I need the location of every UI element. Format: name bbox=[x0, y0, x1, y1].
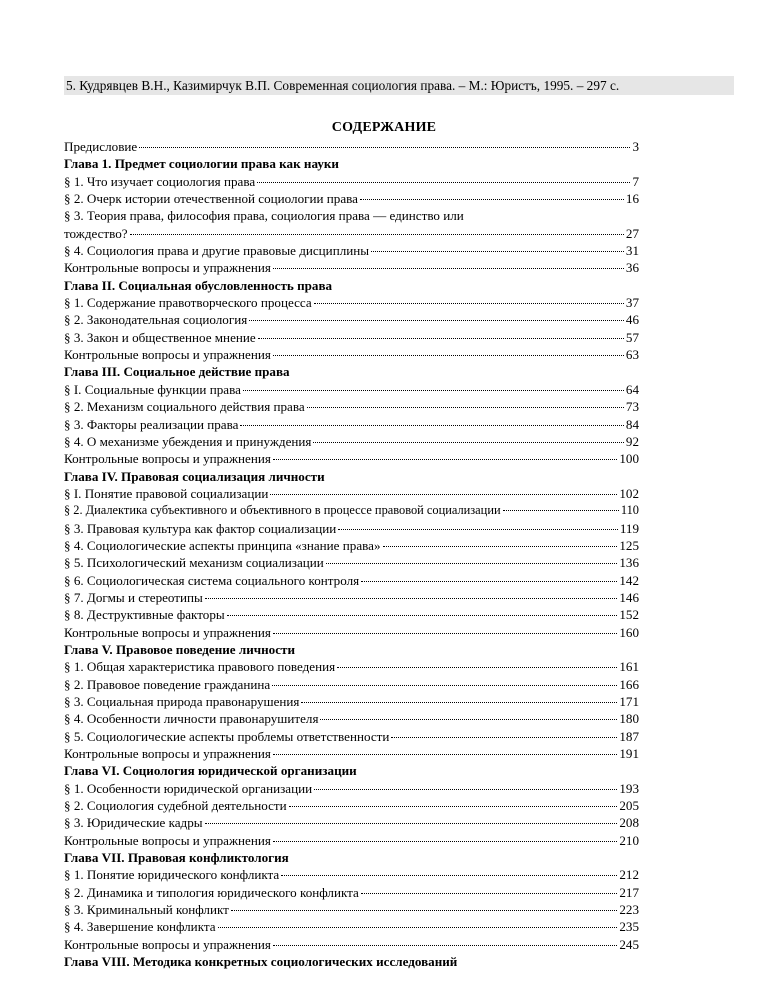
toc-entry-title: § 4. Социология права и другие правовые дисциплины bbox=[64, 243, 370, 259]
toc-entry bbox=[64, 745, 639, 762]
toc-entry bbox=[64, 918, 639, 935]
toc-entry bbox=[64, 259, 639, 276]
dot-leader bbox=[391, 736, 617, 738]
toc-entry-title: § 5. Психологический механизм социализации bbox=[64, 555, 324, 571]
toc-entry bbox=[64, 589, 639, 606]
toc-entry-title: § 1. Содержание правотворческого процесса bbox=[64, 295, 312, 311]
toc-chapter-heading bbox=[64, 641, 639, 658]
dot-leader bbox=[273, 458, 617, 460]
toc-entry-title: § 2. Социология судебной деятельности bbox=[64, 798, 287, 814]
dot-leader bbox=[273, 267, 624, 269]
toc-entry bbox=[64, 225, 639, 242]
dot-leader bbox=[205, 597, 618, 599]
dot-leader bbox=[273, 632, 617, 634]
toc-page-number: 171 bbox=[619, 694, 639, 709]
toc-entry-title: § 4. Социологические аспекты принципа «знание права» bbox=[64, 537, 381, 553]
dot-leader bbox=[231, 909, 617, 911]
toc-entry-title: Глава VI. Социология юридической организации bbox=[64, 763, 357, 779]
toc-entry-title: § 1. Что изучает социология права bbox=[64, 173, 256, 189]
dot-leader bbox=[249, 319, 624, 321]
toc-entry-title: § 3. Социальная природа правонарушения bbox=[64, 694, 300, 709]
toc-page-number: 27 bbox=[625, 225, 639, 241]
toc-entry bbox=[64, 502, 639, 519]
toc-entry-title: Глава VIII. Методика конкретных социологических исследований bbox=[64, 954, 458, 970]
toc-entry-title: § 1. Общая характеристика правового поведения bbox=[64, 659, 336, 675]
toc-entry bbox=[64, 138, 639, 155]
dot-leader bbox=[218, 926, 618, 928]
toc-entry bbox=[64, 311, 639, 328]
toc-entry bbox=[64, 433, 639, 450]
toc-entry-title: § 2. Диалектика субъективного и объективного в процессе правовой социализации bbox=[64, 503, 501, 518]
toc-entry bbox=[64, 381, 639, 398]
toc-entry-title: § 3. Теория права, философия права, социология права — единство или bbox=[64, 208, 464, 224]
dot-leader bbox=[313, 441, 623, 443]
toc-page-number: 84 bbox=[625, 416, 639, 432]
toc-entry-title: § 4. Завершение конфликта bbox=[64, 919, 216, 935]
toc-entry bbox=[64, 537, 639, 554]
toc-entry bbox=[64, 398, 639, 415]
toc-entry bbox=[64, 207, 639, 224]
toc-entry bbox=[64, 780, 639, 797]
dot-leader bbox=[273, 944, 617, 946]
dot-leader bbox=[243, 389, 624, 391]
toc-page-number: 73 bbox=[625, 399, 639, 415]
toc-page-number: 31 bbox=[625, 243, 639, 259]
dot-leader bbox=[139, 146, 630, 148]
toc-entry-title: § 3. Факторы реализации права bbox=[64, 416, 239, 432]
table-of-contents bbox=[64, 138, 639, 971]
toc-page-number: 57 bbox=[625, 329, 639, 345]
toc-chapter-heading bbox=[64, 849, 639, 866]
toc-page-number: 212 bbox=[619, 867, 639, 883]
toc-page-number: 119 bbox=[619, 520, 639, 536]
toc-entry-title: Контрольные вопросы и упражнения bbox=[64, 832, 271, 848]
toc-entry-title: § 2. Динамика и типология юридического конфликта bbox=[64, 884, 359, 900]
toc-entry-title: Глава VII. Правовая конфликтология bbox=[64, 850, 289, 866]
toc-entry-title: Контрольные вопросы и упражнения bbox=[64, 347, 271, 363]
toc-entry bbox=[64, 693, 639, 710]
dot-leader bbox=[273, 753, 617, 755]
dot-leader bbox=[326, 562, 618, 564]
toc-entry-title: § 3. Криминальный конфликт bbox=[64, 902, 229, 918]
toc-page-number: 235 bbox=[619, 919, 639, 935]
dot-leader bbox=[503, 509, 619, 511]
toc-entry bbox=[64, 710, 639, 727]
toc-entry-title: Глава 1. Предмет социологии права как науки bbox=[64, 156, 339, 172]
toc-entry-title: § 3. Правовая культура как фактор социализации bbox=[64, 520, 337, 536]
toc-page-number: 100 bbox=[619, 451, 639, 467]
toc-title: СОДЕРЖАНИЕ bbox=[331, 120, 437, 135]
dot-leader bbox=[205, 822, 618, 824]
toc-chapter-heading bbox=[64, 953, 639, 970]
toc-page-number: 160 bbox=[619, 624, 639, 640]
toc-entry-title: Глава III. Социальное действие права bbox=[64, 364, 290, 380]
dot-leader bbox=[307, 406, 624, 408]
toc-page-number: 136 bbox=[619, 555, 639, 571]
toc-page-number: 205 bbox=[619, 798, 639, 814]
toc-entry bbox=[64, 572, 639, 589]
toc-entry-title: § 7. Догмы и стереотипы bbox=[64, 589, 203, 605]
toc-page-number: 64 bbox=[625, 381, 639, 397]
toc-entry bbox=[64, 606, 639, 623]
toc-entry bbox=[64, 190, 639, 207]
dot-leader bbox=[273, 840, 617, 842]
toc-entry-title: § 2. Очерк истории отечественной социологии права bbox=[64, 191, 358, 207]
toc-chapter-heading bbox=[64, 363, 639, 380]
toc-entry bbox=[64, 554, 639, 571]
toc-entry-title: § I. Социальные функции права bbox=[64, 381, 241, 397]
toc-chapter-heading bbox=[64, 468, 639, 485]
toc-entry-title: Глава IV. Правовая социализация личности bbox=[64, 468, 325, 484]
dot-leader bbox=[240, 424, 623, 426]
toc-page-number: 193 bbox=[619, 780, 639, 796]
toc-entry-title: § 1. Особенности юридической организации bbox=[64, 780, 313, 796]
toc-entry bbox=[64, 728, 639, 745]
toc-page-number: 63 bbox=[625, 347, 639, 363]
toc-page-number: 152 bbox=[619, 607, 639, 623]
dot-leader bbox=[314, 302, 624, 304]
toc-entry-title: Контрольные вопросы и упражнения bbox=[64, 936, 271, 952]
toc-page-number: 180 bbox=[619, 711, 639, 727]
toc-page-number: 217 bbox=[619, 884, 639, 900]
toc-entry-title: § 4. О механизме убеждения и принуждения bbox=[64, 433, 312, 449]
toc-entry bbox=[64, 814, 639, 831]
toc-page-number: 245 bbox=[619, 936, 639, 952]
dot-leader bbox=[130, 233, 624, 235]
dot-leader bbox=[320, 718, 617, 720]
toc-entry bbox=[64, 173, 639, 190]
dot-leader bbox=[301, 701, 617, 703]
toc-page-number: 92 bbox=[625, 433, 639, 449]
toc-entry bbox=[64, 520, 639, 537]
bibliographic-citation: 5. Кудрявцев В.Н., Казимирчук В.П. Современная социология права. – М.: Юристъ, 1995. – 297 с. bbox=[64, 76, 734, 95]
toc-chapter-heading bbox=[64, 277, 639, 294]
toc-entry-title: § 2. Механизм социального действия права bbox=[64, 399, 305, 415]
toc-page-number: 223 bbox=[619, 902, 639, 918]
dot-leader bbox=[270, 493, 617, 495]
toc-page-number: 208 bbox=[619, 815, 639, 831]
toc-page-number: 187 bbox=[619, 728, 639, 744]
toc-entry bbox=[64, 676, 639, 693]
toc-page-number: 37 bbox=[625, 295, 639, 311]
toc-chapter-heading bbox=[64, 762, 639, 779]
toc-entry-title: Предисловие bbox=[64, 139, 138, 154]
dot-leader bbox=[257, 181, 630, 183]
toc-entry-title: Контрольные вопросы и упражнения bbox=[64, 260, 271, 276]
toc-entry bbox=[64, 658, 639, 675]
toc-page-number: 125 bbox=[619, 537, 639, 553]
dot-leader bbox=[371, 250, 624, 252]
toc-entry-title: § 2. Правовое поведение гражданина bbox=[64, 676, 271, 692]
toc-entry-title: Контрольные вопросы и упражнения bbox=[64, 746, 271, 762]
toc-entry-title: Глава V. Правовое поведение личности bbox=[64, 641, 296, 657]
toc-entry-title: тождество? bbox=[64, 225, 128, 241]
toc-entry bbox=[64, 450, 639, 467]
toc-page-number: 110 bbox=[620, 503, 639, 518]
toc-page-number: 142 bbox=[619, 572, 639, 588]
toc-page-number: 102 bbox=[619, 485, 639, 501]
toc-entry bbox=[64, 329, 639, 346]
toc-page-number: 161 bbox=[619, 659, 639, 675]
toc-entry bbox=[64, 416, 639, 433]
toc-entry bbox=[64, 901, 639, 918]
dot-leader bbox=[314, 788, 617, 790]
toc-entry-title: § 3. Закон и общественное мнение bbox=[64, 329, 256, 345]
dot-leader bbox=[258, 337, 624, 339]
dot-leader bbox=[272, 684, 617, 686]
toc-entry bbox=[64, 485, 639, 502]
dot-leader bbox=[227, 614, 618, 616]
dot-leader bbox=[337, 666, 617, 668]
toc-entry bbox=[64, 936, 639, 953]
toc-entry bbox=[64, 624, 639, 641]
toc-entry-title: § 1. Понятие юридического конфликта bbox=[64, 867, 280, 883]
toc-page-number: 16 bbox=[625, 191, 639, 207]
toc-page-number: 146 bbox=[619, 589, 639, 605]
dot-leader bbox=[360, 198, 624, 200]
toc-entry-title: Глава II. Социальная обусловленность права bbox=[64, 277, 333, 293]
toc-entry bbox=[64, 797, 639, 814]
toc-chapter-heading bbox=[64, 155, 639, 172]
toc-page-number: 36 bbox=[625, 260, 639, 276]
dot-leader bbox=[289, 805, 618, 807]
dot-leader bbox=[338, 528, 618, 530]
toc-entry bbox=[64, 242, 639, 259]
toc-page-number: 3 bbox=[632, 139, 639, 154]
toc-entry-title: § 3. Юридические кадры bbox=[64, 815, 203, 831]
toc-entry bbox=[64, 294, 639, 311]
toc-entry-title: Контрольные вопросы и упражнения bbox=[64, 624, 271, 640]
toc-entry bbox=[64, 832, 639, 849]
toc-entry-title: § 5. Социологические аспекты проблемы ответственности bbox=[64, 728, 390, 744]
toc-entry-title: § 2. Законодательная социология bbox=[64, 312, 248, 328]
toc-entry-title: § I. Понятие правовой социализации bbox=[64, 485, 269, 501]
dot-leader bbox=[273, 354, 624, 356]
dot-leader bbox=[361, 580, 617, 582]
toc-entry bbox=[64, 866, 639, 883]
toc-entry-title: § 4. Особенности личности правонарушителя bbox=[64, 711, 319, 727]
toc-page-number: 166 bbox=[619, 676, 639, 692]
dot-leader bbox=[361, 892, 618, 894]
toc-page-number: 210 bbox=[619, 832, 639, 848]
toc-page-number: 46 bbox=[625, 312, 639, 328]
dot-leader bbox=[383, 545, 618, 547]
toc-entry bbox=[64, 884, 639, 901]
toc-page-number: 191 bbox=[619, 746, 639, 762]
toc-page-number: 7 bbox=[632, 173, 639, 189]
toc-entry-title: Контрольные вопросы и упражнения bbox=[64, 451, 271, 467]
dot-leader bbox=[281, 874, 617, 876]
toc-entry-title: § 6. Социологическая система социального контроля bbox=[64, 572, 360, 588]
toc-entry bbox=[64, 346, 639, 363]
toc-entry-title: § 8. Деструктивные факторы bbox=[64, 607, 225, 623]
